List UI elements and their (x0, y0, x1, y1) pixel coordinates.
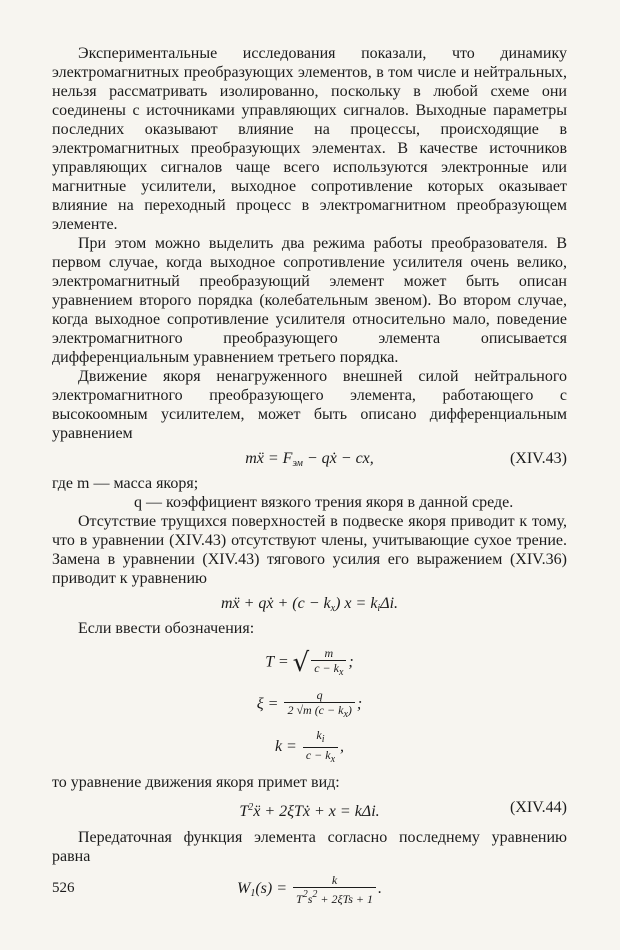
equation-number: (XIV.43) (509, 450, 567, 467)
legend-q: q — коэффициент вязкого трения якоря в данной среде. (134, 494, 514, 511)
paragraph-6: то уравнение движения якоря примет вид: (52, 774, 340, 791)
transfer-function: $W_1(s)$ = $\frac{k}{T^2s^2 + 2\xi Ts + 1}$ . (237, 872, 382, 906)
page-number: 526 (52, 880, 75, 896)
legend-m: где m — масса якоря; (52, 475, 199, 492)
paragraph-5: Если ввести обозначения: (78, 620, 255, 637)
equation-number: (XIV.44) (509, 799, 567, 816)
page-body (52, 44, 567, 909)
definitions-block (52, 644, 567, 769)
equation-xiv43-body: mẍ = $F_{эм}$ − qẋ − cx, (245, 450, 374, 469)
equation-xiv43 (52, 447, 567, 471)
definition-k: k = $\frac{k_i}{c - k_x}$ , (274, 728, 345, 765)
paragraph-3: Движение якоря ненагруженного внешней силой нейтрального электромагнитного преобразующего элемента, работающего с высокоомным усилителем, может быть описано дифференциальным уравнением (52, 368, 567, 442)
equation-xiv44: $T^2ẍ$ + 2ξTẋ + x = kΔi. (XIV.44) (52, 796, 567, 820)
paragraph-2: При этом можно выделить два режима работы преобразователя. В первом случае, когда выходное сопротивление усилителя очень велико, электромагнитный преобразующий элемент может быть описан уравнением второго порядка (колебательным звеном). Во втором случае, когда выходное сопротивление усилителя относительно мало, поведение электромагнитного преобразующего элемента описывается дифференциальным уравнением третьего порядка. (52, 235, 567, 366)
definition-xi: ξ = $\frac{q}{2 √m (c - k_x)}$ ; (256, 688, 363, 720)
paragraph-1: Экспериментальные исследования показали, что динамику электромагнитных преобразующих элементов, в том числе и нейтральных, нельзя рассматривать изолированно, поскольку в любой схеме они соединены с источниками управляющих сигналов. Выходные параметры последних оказывают влияние на процессы, происходящие в электромагнитных преобразующих элементах. В качестве источников управляющих сигналов чаще всего используются электронные или магнитные усилители, выходное сопротивление которых оказывает влияние на переходный процесс в электромагнитном преобразующем элементе. (52, 45, 567, 233)
definition-T: T = √ $\frac{m}{c - k_x}$ ; (265, 646, 354, 678)
paragraph-7: Передаточная функция элемента согласно последнему уравнению равна (52, 829, 567, 865)
equation-motion: mẍ + qẋ + $(c - k_x)$ $x = k_i\Delta i$. (220, 595, 399, 614)
paragraph-4: Отсутствие трущихся поверхностей в подвеске якоря приводит к тому, что в уравнении (XIV.43) отсутствуют члены, учитывающие сухое трение. Замена в уравнении (XIV.43) тягового усилия его выражением (XIV.36) приводит к уравнению (52, 513, 567, 587)
